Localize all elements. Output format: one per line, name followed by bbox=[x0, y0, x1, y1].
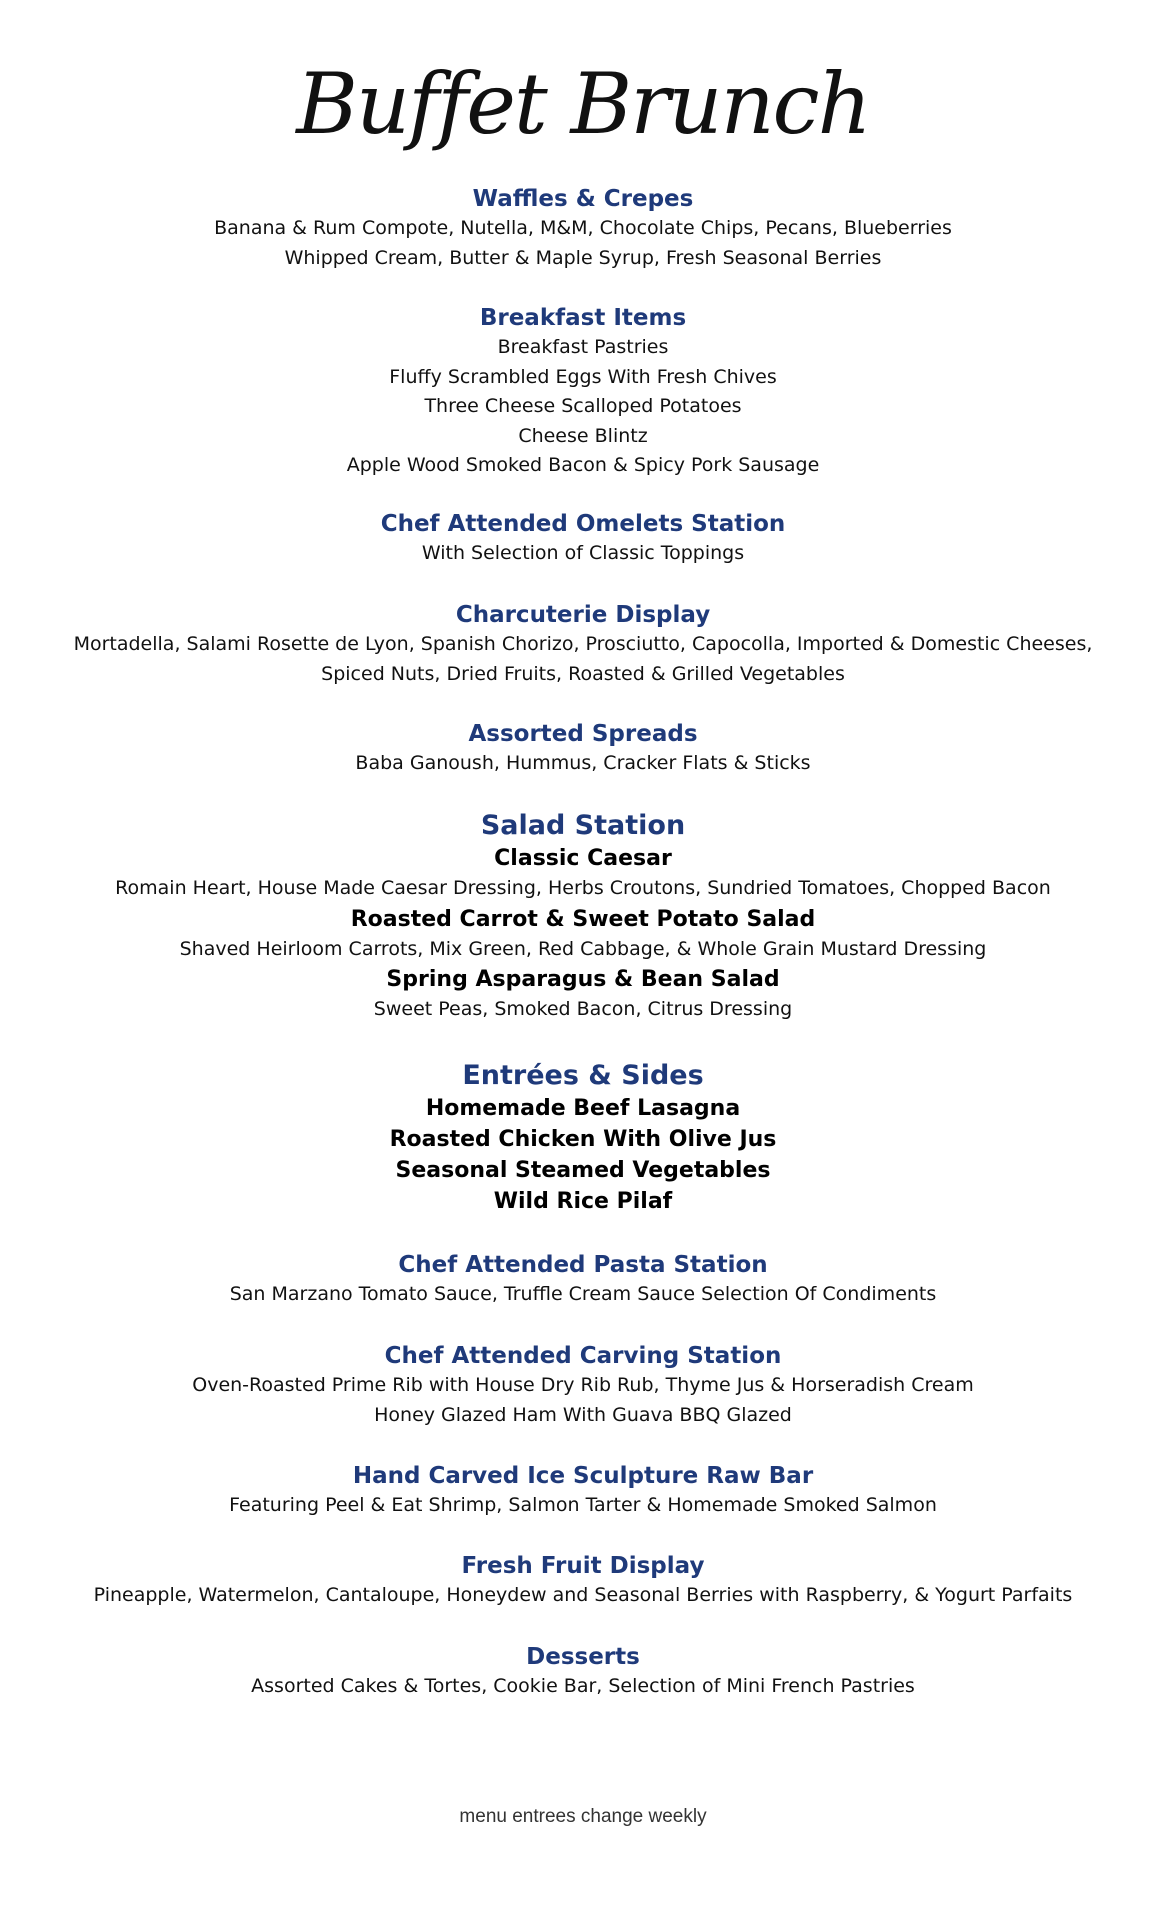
menu-subitem: Spring Asparagus & Bean Salad bbox=[386, 967, 780, 992]
menu-subitem: Homemade Beef Lasagna bbox=[425, 1096, 741, 1121]
menu-line: Breakfast Pastries bbox=[497, 336, 669, 358]
section-breakfast bbox=[0, 303, 1166, 481]
section-salad bbox=[0, 809, 1166, 1025]
section-carving bbox=[0, 1341, 1166, 1430]
menu-line: Romain Heart, House Made Caesar Dressing, Herbs Croutons, Sundried Tomatoes, Chopped Bacon bbox=[115, 877, 1051, 899]
menu-title: Buffet Brunch bbox=[296, 55, 870, 153]
section-desserts bbox=[0, 1642, 1166, 1702]
menu-subitem: Roasted Chicken With Olive Jus bbox=[389, 1127, 777, 1152]
menu-line: Spiced Nuts, Dried Fruits, Roasted & Grilled Vegetables bbox=[321, 662, 845, 685]
section-heading: Chef Attended Pasta Station bbox=[398, 1252, 768, 1278]
menu-line: Featuring Peel & Eat Shrimp, Salmon Tarter & Homemade Smoked Salmon bbox=[229, 1494, 937, 1516]
section-heading: Entrées & Sides bbox=[462, 1060, 704, 1091]
section-heading: Desserts bbox=[526, 1644, 640, 1670]
section-heading: Chef Attended Carving Station bbox=[384, 1343, 782, 1369]
section-heading: Hand Carved Ice Sculpture Raw Bar bbox=[352, 1463, 814, 1489]
menu-line: Mortadella, Salami Rosette de Lyon, Spanish Chorizo, Prosciutto, Capocolla, Imported & Domestic Cheeses, bbox=[73, 633, 1093, 655]
menu-subitem: Classic Caesar bbox=[494, 846, 672, 871]
section-omelets bbox=[0, 509, 1166, 569]
section-heading: Fresh Fruit Display bbox=[461, 1553, 705, 1579]
menu-line: San Marzano Tomato Sauce, Truffle Cream Sauce Selection Of Condiments bbox=[229, 1283, 937, 1305]
section-rawbar bbox=[0, 1461, 1166, 1521]
menu-subitem: Roasted Carrot & Sweet Potato Salad bbox=[350, 906, 816, 932]
section-heading: Salad Station bbox=[480, 810, 686, 841]
section-spreads bbox=[0, 719, 1166, 779]
menu-line: Apple Wood Smoked Bacon & Spicy Pork Sausage bbox=[346, 454, 820, 476]
section-charcuterie bbox=[0, 600, 1166, 689]
menu-line: Shaved Heirloom Carrots, Mix Green, Red Cabbage, & Whole Grain Mustard Dressing bbox=[179, 937, 987, 960]
section-heading: Assorted Spreads bbox=[468, 721, 698, 747]
menu-line: Sweet Peas, Smoked Bacon, Citrus Dressing bbox=[373, 998, 793, 1020]
section-heading: Charcuterie Display bbox=[455, 602, 711, 628]
menu-line: Banana & Rum Compote, Nutella, M&M, Chocolate Chips, Pecans, Blueberries bbox=[214, 217, 952, 239]
section-heading: Waffles & Crepes bbox=[472, 186, 694, 212]
footer-note: menu entrees change weekly bbox=[459, 1806, 707, 1827]
menu-line: Oven-Roasted Prime Rib with House Dry Rib Rub, Thyme Jus & Horseradish Cream bbox=[192, 1374, 974, 1396]
menu-line: Fluffy Scrambled Eggs With Fresh Chives bbox=[389, 365, 777, 388]
menu-line: Whipped Cream, Butter & Maple Syrup, Fresh Seasonal Berries bbox=[284, 246, 882, 269]
menu-subitem: Wild Rice Pilaf bbox=[493, 1189, 673, 1214]
menu-line: Assorted Cakes & Tortes, Cookie Bar, Selection of Mini French Pastries bbox=[251, 1675, 915, 1697]
menu-line: Pineapple, Watermelon, Cantaloupe, Honeydew and Seasonal Berries with Raspberry, & Yogurt Parfaits bbox=[93, 1584, 1073, 1606]
section-entrees bbox=[0, 1059, 1166, 1217]
section-pasta bbox=[0, 1250, 1166, 1310]
section-waffles bbox=[0, 184, 1166, 273]
menu-line: With Selection of Classic Toppings bbox=[421, 542, 745, 564]
section-fruit bbox=[0, 1551, 1166, 1611]
section-heading: Breakfast Items bbox=[479, 305, 687, 331]
menu-line: Baba Ganoush, Hummus, Cracker Flats & Sticks bbox=[355, 752, 811, 774]
menu-line: Honey Glazed Ham With Guava BBQ Glazed bbox=[374, 1403, 792, 1426]
menu-subitem: Seasonal Steamed Vegetables bbox=[395, 1158, 771, 1183]
section-heading: Chef Attended Omelets Station bbox=[380, 511, 786, 537]
menu-line: Three Cheese Scalloped Potatoes bbox=[424, 395, 742, 417]
menu-line: Cheese Blintz bbox=[518, 424, 648, 447]
